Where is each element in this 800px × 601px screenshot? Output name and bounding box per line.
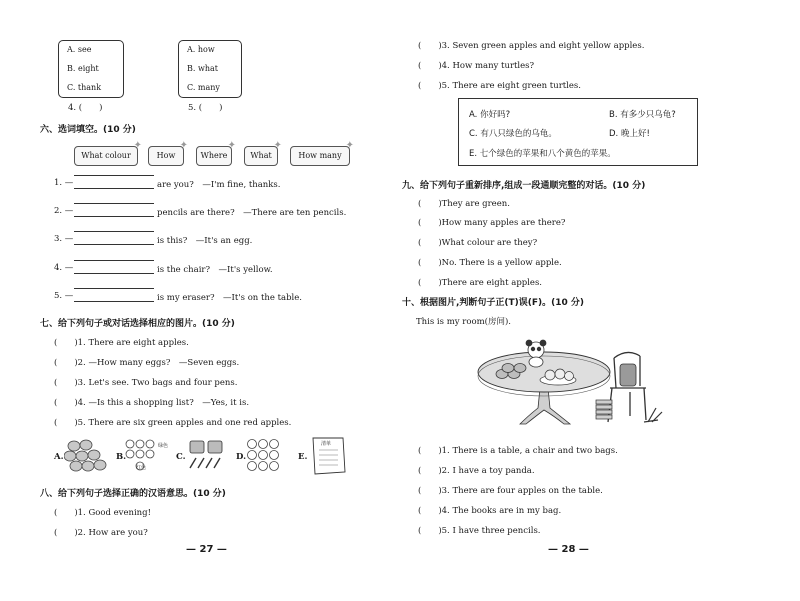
red-label: 红色 bbox=[136, 465, 147, 471]
star-icon: ✦ bbox=[273, 140, 282, 151]
bags-pens-picture bbox=[186, 438, 228, 472]
question-line[interactable]: ( )4. —Is this a shopping list? —Yes, it is. bbox=[54, 398, 250, 408]
writing-line[interactable] bbox=[74, 288, 154, 289]
writing-line[interactable] bbox=[74, 175, 154, 176]
question-line[interactable]: ( )5. There are eight green turtles. bbox=[418, 81, 581, 91]
page-number-right: — 28 — bbox=[548, 544, 589, 555]
star-icon: ✦ bbox=[345, 140, 354, 151]
option-box-2 bbox=[178, 40, 242, 98]
word-box: How ✦ bbox=[148, 146, 184, 166]
question-line[interactable]: ( )5. I have three pencils. bbox=[418, 526, 541, 536]
question-line[interactable]: ( )They are green. bbox=[418, 199, 510, 209]
picture-label-c: C. bbox=[176, 452, 186, 462]
question-line[interactable]: ( )1. Good evening! bbox=[54, 508, 151, 518]
question-line[interactable]: ( )2. I have a toy panda. bbox=[418, 466, 535, 476]
question-line[interactable]: ( )There are eight apples. bbox=[418, 278, 543, 288]
question-line[interactable]: ( )1. There are eight apples. bbox=[54, 338, 189, 348]
item-number: 4. — bbox=[54, 263, 74, 273]
item-number: 1. — bbox=[54, 178, 74, 188]
picture-label-d: D. bbox=[236, 452, 247, 462]
writing-line[interactable] bbox=[74, 188, 154, 189]
option-line: B. eight bbox=[67, 64, 99, 73]
writing-line[interactable] bbox=[74, 260, 154, 261]
picture-label-e: E. bbox=[298, 452, 308, 462]
shopping-list-title: 清单 bbox=[321, 441, 332, 447]
question-line[interactable]: ( )2. —How many eggs? —Seven eggs. bbox=[54, 358, 240, 368]
picture-label-a: A. bbox=[54, 452, 64, 462]
star-icon: ✦ bbox=[133, 140, 142, 151]
writing-line[interactable] bbox=[74, 203, 154, 204]
question-line[interactable]: ( )How many apples are there? bbox=[418, 218, 566, 228]
question-line[interactable]: ( )3. There are four apples on the table. bbox=[418, 486, 603, 496]
question-line[interactable]: ( )1. There is a table, a chair and two bags. bbox=[418, 446, 618, 456]
option-line: C. many bbox=[187, 83, 220, 92]
page-number-left: — 27 — bbox=[186, 544, 227, 555]
section-7-title: 七、给下列句子或对话选择相应的图片。(10 分) bbox=[40, 319, 235, 329]
green-label: 绿色 bbox=[158, 443, 169, 449]
apples-picture bbox=[64, 438, 110, 474]
item-text: is the chair? —It's yellow. bbox=[157, 265, 273, 275]
section-10-intro: This is my room(房间). bbox=[416, 317, 511, 327]
item-text: are you? —I'm fine, thanks. bbox=[157, 180, 281, 190]
star-icon: ✦ bbox=[179, 140, 188, 151]
option-c: C. 有八只绿色的乌龟。 bbox=[469, 129, 557, 139]
section-10-title: 十、根据图片,判断句子正(T)误(F)。(10 分) bbox=[402, 298, 585, 308]
option-line: A. see bbox=[67, 45, 92, 54]
question-line[interactable]: ( )No. There is a yellow apple. bbox=[418, 258, 562, 268]
question-line[interactable]: ( )4. The books are in my bag. bbox=[418, 506, 562, 516]
question-line[interactable]: ( )5. There are six green apples and one red apples. bbox=[54, 418, 292, 428]
section-8-title: 八、给下列句子选择正确的汉语意思。(10 分) bbox=[40, 489, 226, 499]
chinese-options-box bbox=[458, 98, 698, 166]
option-b: B. 有多少只乌龟? bbox=[609, 110, 676, 120]
writing-line[interactable] bbox=[74, 244, 154, 245]
question-line[interactable]: ( )3. Let's see. Two bags and four pens. bbox=[54, 378, 238, 388]
option-line: A. how bbox=[187, 45, 215, 54]
item-text: pencils are there? —There are ten pencils. bbox=[157, 208, 347, 218]
option-box-1 bbox=[58, 40, 124, 98]
writing-line[interactable] bbox=[74, 301, 154, 302]
item-text: is my eraser? —It's on the table. bbox=[157, 293, 302, 303]
section-9-title: 九、给下列句子重新排序,组成一段通顺完整的对话。(10 分) bbox=[402, 181, 646, 191]
question-line[interactable]: ( )4. How many turtles? bbox=[418, 61, 535, 71]
option-e: E. 七个绿色的苹果和八个黄色的苹果。 bbox=[469, 149, 616, 159]
item-number: 5. — bbox=[54, 291, 74, 301]
question-line[interactable]: ( )2. How are you? bbox=[54, 528, 148, 538]
star-icon: ✦ bbox=[227, 140, 236, 151]
item-text: is this? —It's an egg. bbox=[157, 236, 253, 246]
room-picture bbox=[470, 336, 670, 432]
question-line[interactable]: ( )What colour are they? bbox=[418, 238, 538, 248]
item-number: 3. — bbox=[54, 234, 74, 244]
writing-line[interactable] bbox=[74, 273, 154, 274]
picture-label-b: B. bbox=[116, 452, 127, 462]
option-a: A. 你好吗? bbox=[469, 110, 511, 120]
answer-blank-4[interactable]: 4. ( ) bbox=[68, 103, 103, 113]
word-box: Where ✦ bbox=[196, 146, 232, 166]
section-6-title: 六、选词填空。(10 分) bbox=[40, 125, 136, 135]
option-d: D. 晚上好! bbox=[609, 129, 650, 139]
question-line[interactable]: ( )3. Seven green apples and eight yellow apples. bbox=[418, 41, 645, 51]
answer-blank-5[interactable]: 5. ( ) bbox=[188, 103, 223, 113]
word-box: What colour ✦ bbox=[74, 146, 138, 166]
eggs-picture bbox=[246, 438, 290, 472]
option-line: C. thank bbox=[67, 83, 102, 92]
word-box: What ✦ bbox=[244, 146, 278, 166]
writing-line[interactable] bbox=[74, 216, 154, 217]
option-line: B. what bbox=[187, 64, 218, 73]
word-box: How many ✦ bbox=[290, 146, 350, 166]
item-number: 2. — bbox=[54, 206, 74, 216]
writing-line[interactable] bbox=[74, 231, 154, 232]
